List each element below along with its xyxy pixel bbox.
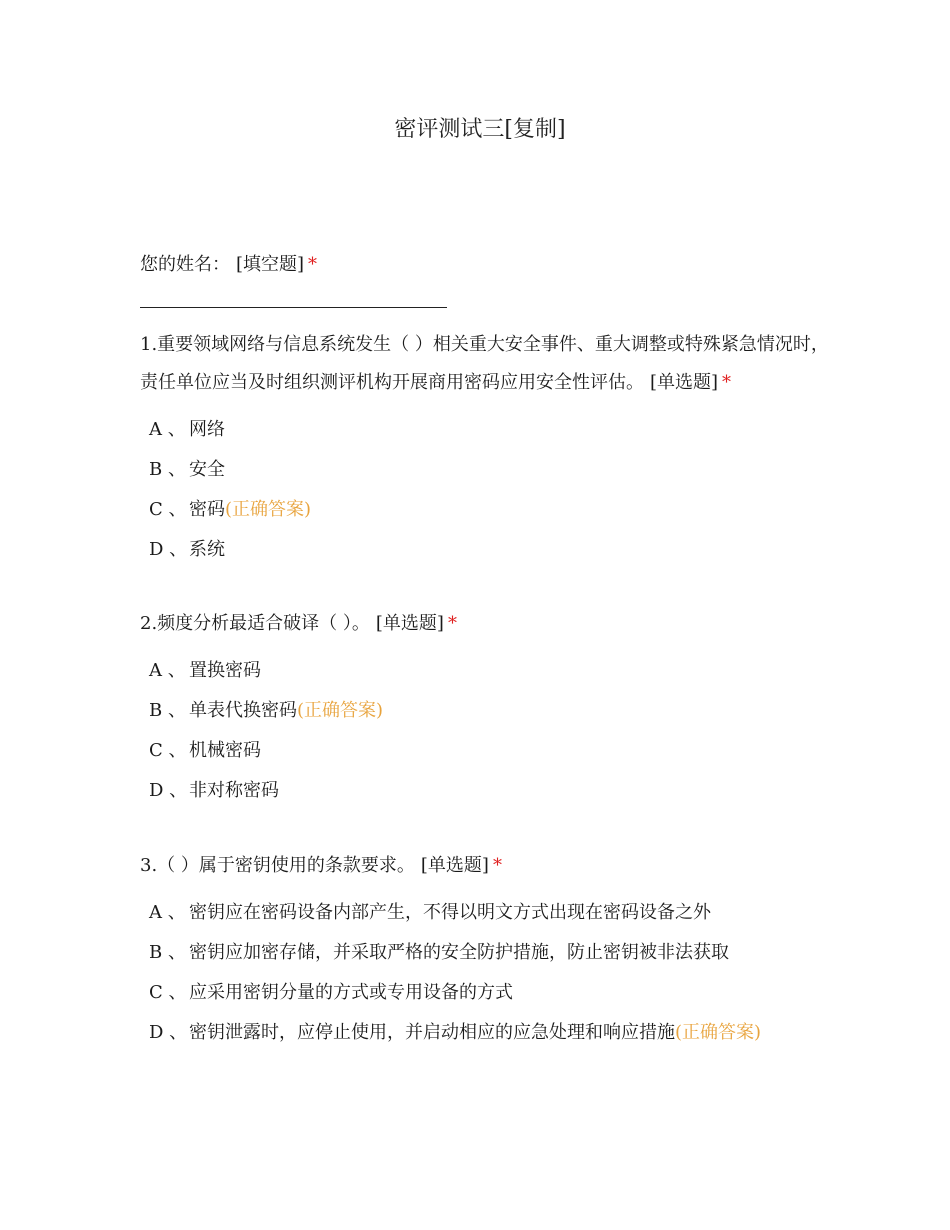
question-text [140, 847, 830, 885]
question-1 [140, 326, 830, 568]
question-label: 2.频度分析最适合破译（ ）。 [140, 613, 370, 634]
option-c[interactable] [140, 971, 830, 1011]
option-letter-value: B [149, 942, 163, 963]
required-mark: * [308, 254, 318, 275]
option-letter-value: B [149, 459, 163, 480]
required-mark: * [722, 372, 732, 393]
option-letter [149, 1018, 189, 1044]
option-separator: 、 [167, 942, 186, 963]
question-type: [填空题] [236, 254, 305, 275]
option-text: 非对称密码 [189, 780, 279, 801]
option-letter [149, 978, 189, 1004]
option-b[interactable] [140, 448, 830, 488]
option-letter-value: B [149, 700, 163, 721]
option-text: 密钥泄露时，应停止使用，并启动相应的应急处理和响应措施 [189, 1022, 675, 1043]
question-text [140, 326, 830, 402]
option-separator: 、 [168, 499, 187, 520]
name-answer-line[interactable] [140, 307, 447, 308]
option-letter [149, 495, 189, 521]
option-b[interactable] [140, 689, 830, 729]
option-text: 应采用密钥分量的方式或专用设备的方式 [189, 982, 513, 1003]
question-text [140, 246, 830, 284]
option-text: 密钥应加密存储，并采取严格的安全防护措施，防止密钥被非法获取 [189, 942, 729, 963]
option-separator: 、 [168, 982, 187, 1003]
option-list [140, 891, 830, 1051]
required-mark: * [447, 613, 457, 634]
required-mark: * [492, 855, 502, 876]
option-letter [149, 696, 189, 722]
option-d[interactable] [140, 769, 830, 809]
question-name [140, 246, 830, 308]
option-letter-value: D [149, 1022, 164, 1043]
option-separator: 、 [167, 459, 186, 480]
option-separator: 、 [167, 902, 186, 923]
option-letter-value: D [149, 780, 164, 801]
question-label: 1.重要领域网络与信息系统发生（ ）相关重大安全事件、重大调整或特殊紧急情况时，责任单位应当及时组织测评机构开展商用密码应用安全性评估。 [140, 334, 829, 393]
option-letter [149, 455, 189, 481]
question-type: [单选题] [375, 613, 444, 634]
question-type: [单选题] [420, 855, 489, 876]
option-letter-value: A [149, 902, 162, 923]
option-text: 密码 [189, 499, 225, 520]
option-letter-value: C [149, 499, 163, 520]
option-text: 密钥应在密码设备内部产生，不得以明文方式出现在密码设备之外 [189, 902, 711, 923]
question-text [140, 605, 830, 643]
option-letter [149, 776, 189, 802]
question-label: 3.（ ）属于密钥使用的条款要求。 [140, 855, 415, 876]
option-c[interactable] [140, 729, 830, 769]
option-separator: 、 [167, 419, 186, 440]
correct-answer-label: (正确答案) [225, 499, 312, 520]
option-letter [149, 415, 189, 441]
option-separator: 、 [167, 700, 186, 721]
option-a[interactable] [140, 649, 830, 689]
option-separator: 、 [169, 1022, 188, 1043]
option-letter-value: A [149, 419, 162, 440]
question-2 [140, 605, 830, 809]
question-type: [单选题] [650, 372, 719, 393]
option-separator: 、 [168, 740, 187, 761]
option-text: 系统 [189, 539, 225, 560]
option-letter-value: A [149, 660, 162, 681]
option-list [140, 649, 830, 809]
option-d[interactable] [140, 1011, 830, 1051]
option-list [140, 408, 830, 568]
option-letter [149, 656, 189, 682]
option-text: 单表代换密码 [189, 700, 297, 721]
option-separator: 、 [169, 539, 188, 560]
question-label: 您的姓名： [140, 254, 230, 275]
option-text: 置换密码 [189, 660, 261, 681]
option-letter [149, 938, 189, 964]
correct-answer-label: (正确答案) [675, 1022, 762, 1043]
option-letter [149, 535, 189, 561]
correct-answer-label: (正确答案) [297, 700, 384, 721]
option-letter [149, 898, 189, 924]
option-letter-value: D [149, 539, 164, 560]
option-text: 机械密码 [189, 740, 261, 761]
option-c[interactable] [140, 488, 830, 528]
option-letter [149, 736, 189, 762]
option-letter-value: C [149, 740, 163, 761]
survey-title: 密评测试三[复制] [394, 117, 566, 142]
option-d[interactable] [140, 528, 830, 568]
option-b[interactable] [140, 931, 830, 971]
option-separator: 、 [167, 660, 186, 681]
option-text: 网络 [189, 419, 225, 440]
option-letter-value: C [149, 982, 163, 1003]
option-text: 安全 [189, 459, 225, 480]
question-3 [140, 847, 830, 1051]
option-a[interactable] [140, 891, 830, 931]
option-a[interactable] [140, 408, 830, 448]
option-separator: 、 [169, 780, 188, 801]
